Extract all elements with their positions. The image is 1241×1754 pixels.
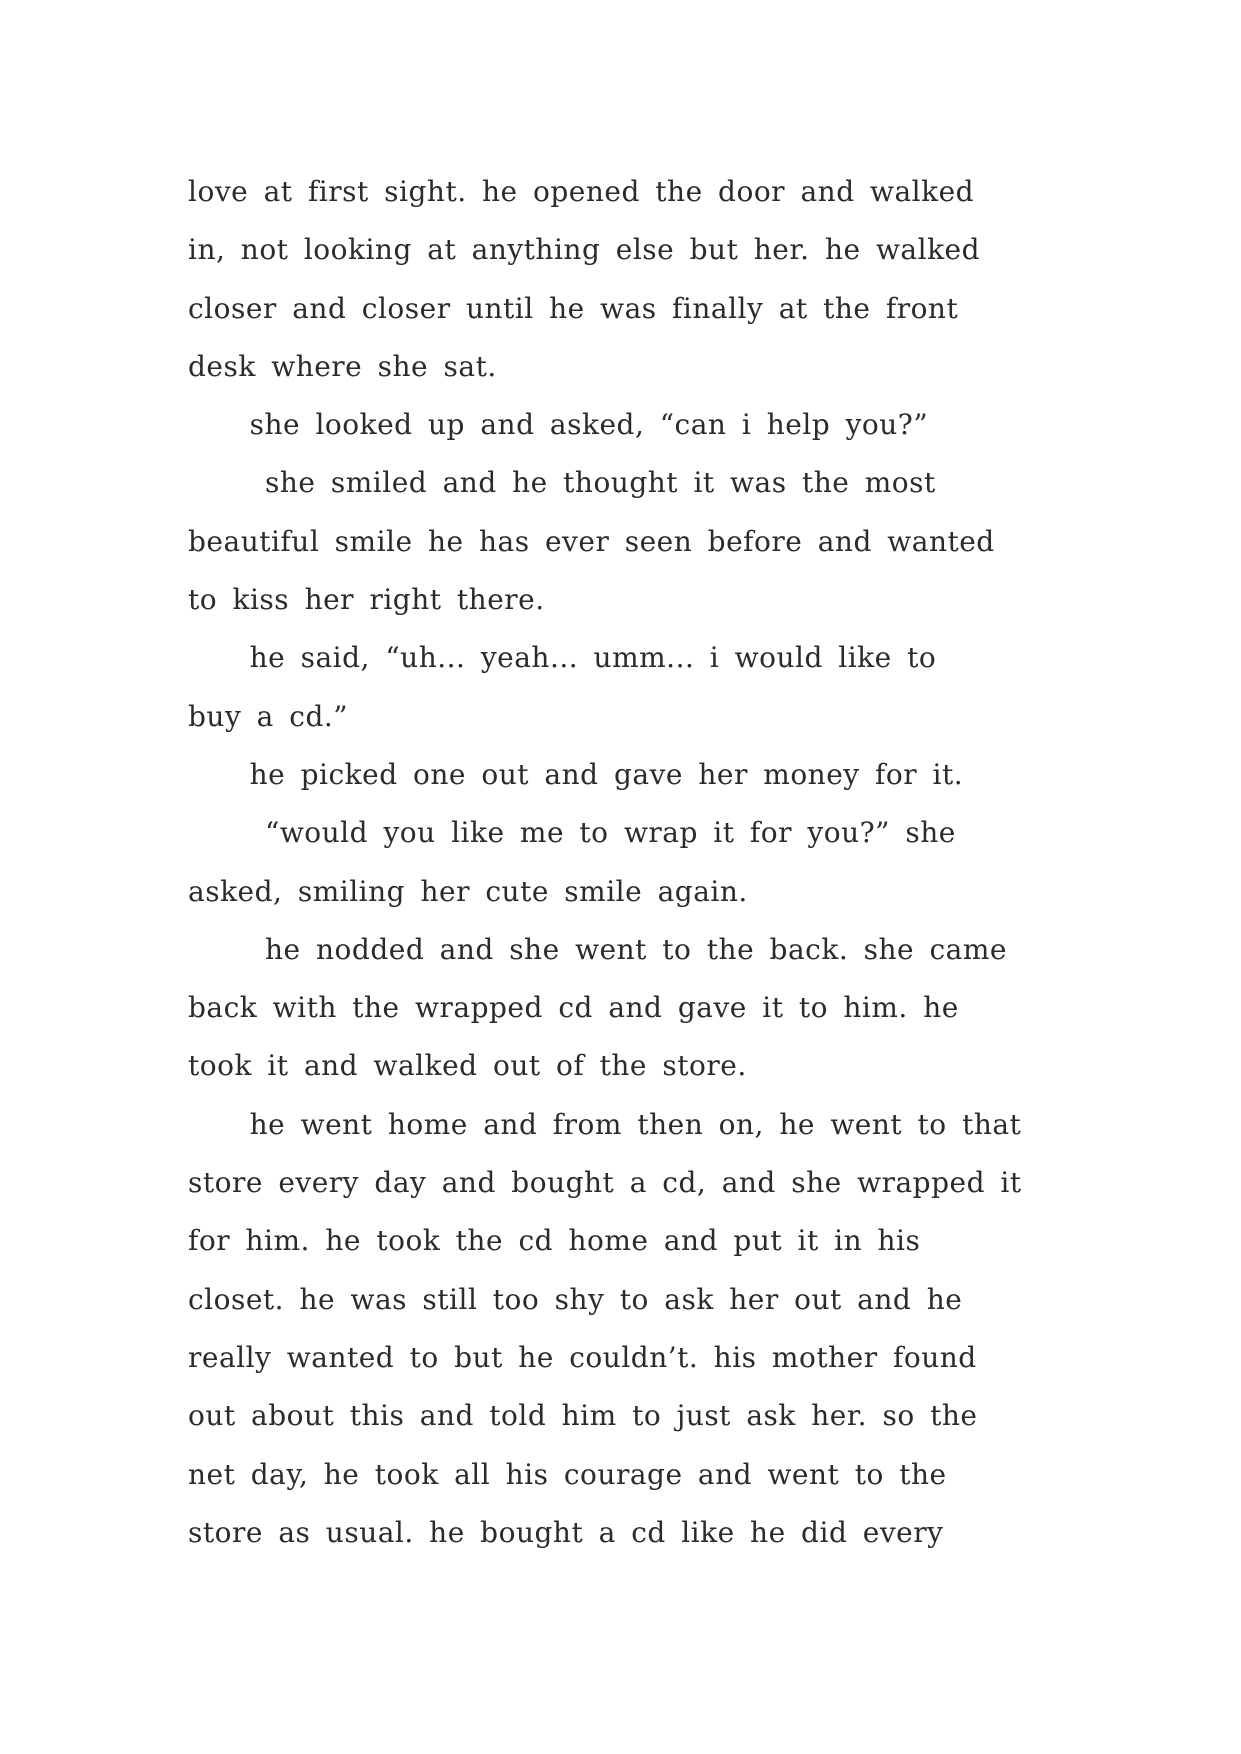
text-line: buy a cd.”	[188, 699, 349, 733]
text-line: “would you like me to wrap it for you?” she	[188, 816, 956, 850]
text-line: love at first sight. he opened the door and walked	[188, 175, 975, 208]
text-line: he said, “uh... yeah... umm... i would like to	[188, 641, 937, 675]
text-line: back with the wrapped cd and gave it to him. he	[188, 991, 959, 1025]
text-line: beautiful smile he has ever seen before and wanted	[188, 524, 995, 558]
text-line: out about this and told him to just ask her. so the	[188, 1399, 978, 1433]
story-text	[188, 163, 1048, 1562]
text-line: to kiss her right there.	[188, 583, 545, 617]
text-line: took it and walked out of the store.	[188, 1049, 747, 1083]
text-line: in, not looking at anything else but her. he walked	[188, 233, 981, 267]
text-line: asked, smiling her cute smile again.	[188, 874, 748, 908]
text-line: she looked up and asked, “can i help you?”	[188, 408, 929, 442]
text-line: he went home and from then on, he went to that	[188, 1107, 1022, 1141]
text-line: for him. he took the cd home and put it in his	[188, 1224, 921, 1258]
text-line: desk where she sat.	[188, 349, 497, 383]
text-line: store as usual. he bought a cd like he did every	[188, 1515, 944, 1549]
text-line: net day, he took all his courage and went to the	[188, 1457, 947, 1491]
text-line: he nodded and she went to the back. she came	[188, 932, 1007, 966]
text-line: he picked one out and gave her money for it.	[188, 757, 964, 791]
text-line: store every day and bought a cd, and she wrapped it	[188, 1166, 1022, 1200]
text-line: closer and closer until he was finally at the front	[188, 291, 959, 325]
text-line: she smiled and he thought it was the most	[188, 466, 936, 500]
text-line: really wanted to but he couldn’t. his mother found	[188, 1340, 977, 1374]
text-line: closet. he was still too shy to ask her out and he	[188, 1282, 963, 1316]
